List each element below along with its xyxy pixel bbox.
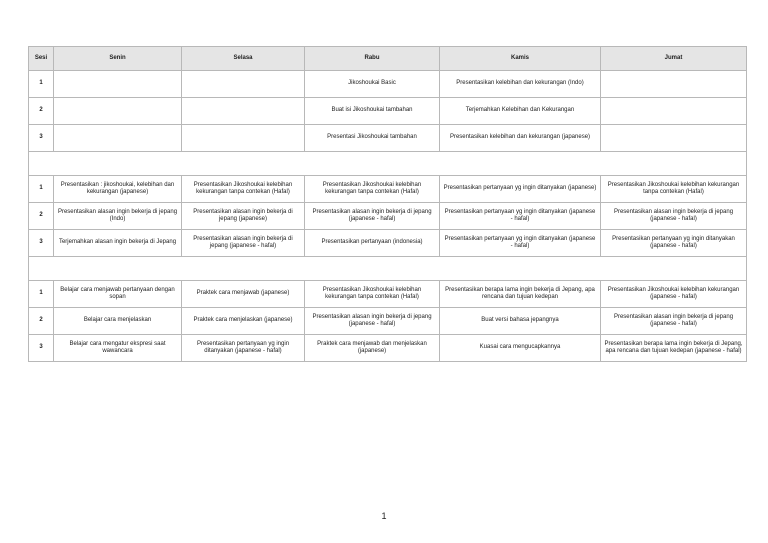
table-cell: Presentasikan pertanyaan (indonesia) [305, 230, 440, 257]
table-cell: Jikoshoukai Basic [305, 71, 440, 98]
table-cell: Buat isi Jikoshoukai tambahan [305, 98, 440, 125]
schedule-table [28, 46, 747, 362]
table-cell: Presentasikan berapa lama ingin bekerja di Jepang, apa rencana dan tujuan kedepan [440, 281, 601, 308]
separator-cell [29, 152, 747, 176]
column-header: Kamis [440, 47, 601, 71]
table-row [29, 281, 747, 308]
session-number: 2 [29, 203, 54, 230]
table-cell [601, 71, 747, 98]
page-number: 1 [381, 511, 387, 521]
column-header: Jumat [601, 47, 747, 71]
table-cell: Presentasikan pertanyaan yg ingin ditanyakan (japanese - hafal) [601, 230, 747, 257]
table-row [29, 71, 747, 98]
table-cell: Presentasikan Jikoshoukai kelebihan kekurangan tanpa contekan (Hafal) [601, 176, 747, 203]
session-number: 1 [29, 71, 54, 98]
table-cell: Presentasi Jikoshoukai tambahan [305, 125, 440, 152]
table-cell: Presentasikan alasan ingin bekerja di jepang (japanese - hafal) [601, 308, 747, 335]
table-cell: Presentasikan Jikoshoukai kelebihan kekurangan tanpa contekan (Hafal) [305, 176, 440, 203]
separator-cell [29, 257, 747, 281]
table-cell: Belajar cara menjelaskan [54, 308, 182, 335]
table-row [29, 176, 747, 203]
block-separator-row [29, 257, 747, 281]
table-cell [54, 98, 182, 125]
table-cell: Belajar cara menjawab pertanyaan dengan sopan [54, 281, 182, 308]
column-header: Selasa [182, 47, 305, 71]
session-number: 1 [29, 281, 54, 308]
table-cell: Presentasikan Jikoshoukai kelebihan kekurangan tanpa contekan (Hafal) [182, 176, 305, 203]
column-header: Senin [54, 47, 182, 71]
table-cell: Kuasai cara mengucapkannya [440, 335, 601, 362]
table-cell [601, 125, 747, 152]
session-number: 1 [29, 176, 54, 203]
session-number: 2 [29, 308, 54, 335]
table-header [29, 47, 747, 71]
table-cell: Presentasikan alasan ingin bekerja di jepang (japanese - hafal) [305, 308, 440, 335]
table-cell [182, 125, 305, 152]
table-cell: Terjemahkan Kelebihan dan Kekurangan [440, 98, 601, 125]
table-cell [182, 71, 305, 98]
table-cell [54, 125, 182, 152]
table-cell: Presentasikan alasan ingin bekerja di jepang (Indo) [54, 203, 182, 230]
header-row [29, 47, 747, 71]
table-cell: Presentasikan Jikoshoukai kelebihan kekurangan tanpa contekan (Hafal) [305, 281, 440, 308]
column-header: Sesi [29, 47, 54, 71]
table-cell: Praktek cara menjawab dan menjelaskan (japanese) [305, 335, 440, 362]
table-row [29, 98, 747, 125]
table-cell: Praktek cara menjawab (japanese) [182, 281, 305, 308]
table-cell: Presentasikan alasan ingin bekerja di jepang (japanese - hafal) [601, 203, 747, 230]
table-row [29, 203, 747, 230]
table-row [29, 308, 747, 335]
table-body [29, 71, 747, 362]
table-row [29, 335, 747, 362]
table-cell: Presentasikan Jikoshoukai kelebihan kekurangan (japanese - hafal) [601, 281, 747, 308]
table-cell: Presentasikan pertanyaan yg ingin ditanyakan (japanese - hafal) [440, 203, 601, 230]
session-number: 3 [29, 125, 54, 152]
table-cell: Buat versi bahasa jepangnya [440, 308, 601, 335]
table-cell [182, 98, 305, 125]
table-cell [601, 98, 747, 125]
table-cell: Presentasikan pertanyaan yg ingin ditanyakan (japanese) [440, 176, 601, 203]
table-cell: Presentasikan kelebihan dan kekurangan (japanese) [440, 125, 601, 152]
table-cell: Presentasikan alasan ingin bekerja di jepang (japanese - hafal) [182, 230, 305, 257]
table-cell [54, 71, 182, 98]
session-number: 3 [29, 230, 54, 257]
session-number: 2 [29, 98, 54, 125]
table-cell: Presentasikan pertanyaan yg ingin ditanyakan (japanese - hafal) [182, 335, 305, 362]
table-cell: Presentasikan pertanyaan yg ingin ditanyakan (japanese - hafal) [440, 230, 601, 257]
table-cell: Presentasikan : jikoshoukai, kelebihan dan kekurangan (japanese) [54, 176, 182, 203]
table-cell: Presentasikan alasan ingin bekerja di jepang (japanese - hafal) [305, 203, 440, 230]
table-cell: Terjemahkan alasan ingin bekerja di Jepang [54, 230, 182, 257]
table-cell: Presentasikan alasan ingin bekerja di jepang (japanese) [182, 203, 305, 230]
table-row [29, 230, 747, 257]
block-separator-row [29, 152, 747, 176]
column-header: Rabu [305, 47, 440, 71]
table-cell: Presentasikan kelebihan dan kekurangan (Indo) [440, 71, 601, 98]
table-row [29, 125, 747, 152]
table-cell: Praktek cara menjelaskan (japanese) [182, 308, 305, 335]
table-cell: Belajar cara mengatur ekspresi saat wawancara [54, 335, 182, 362]
table-cell: Presentasikan berapa lama ingin bekerja di Jepang, apa rencana dan tujuan kedepan (japanese - hafal) [601, 335, 747, 362]
session-number: 3 [29, 335, 54, 362]
